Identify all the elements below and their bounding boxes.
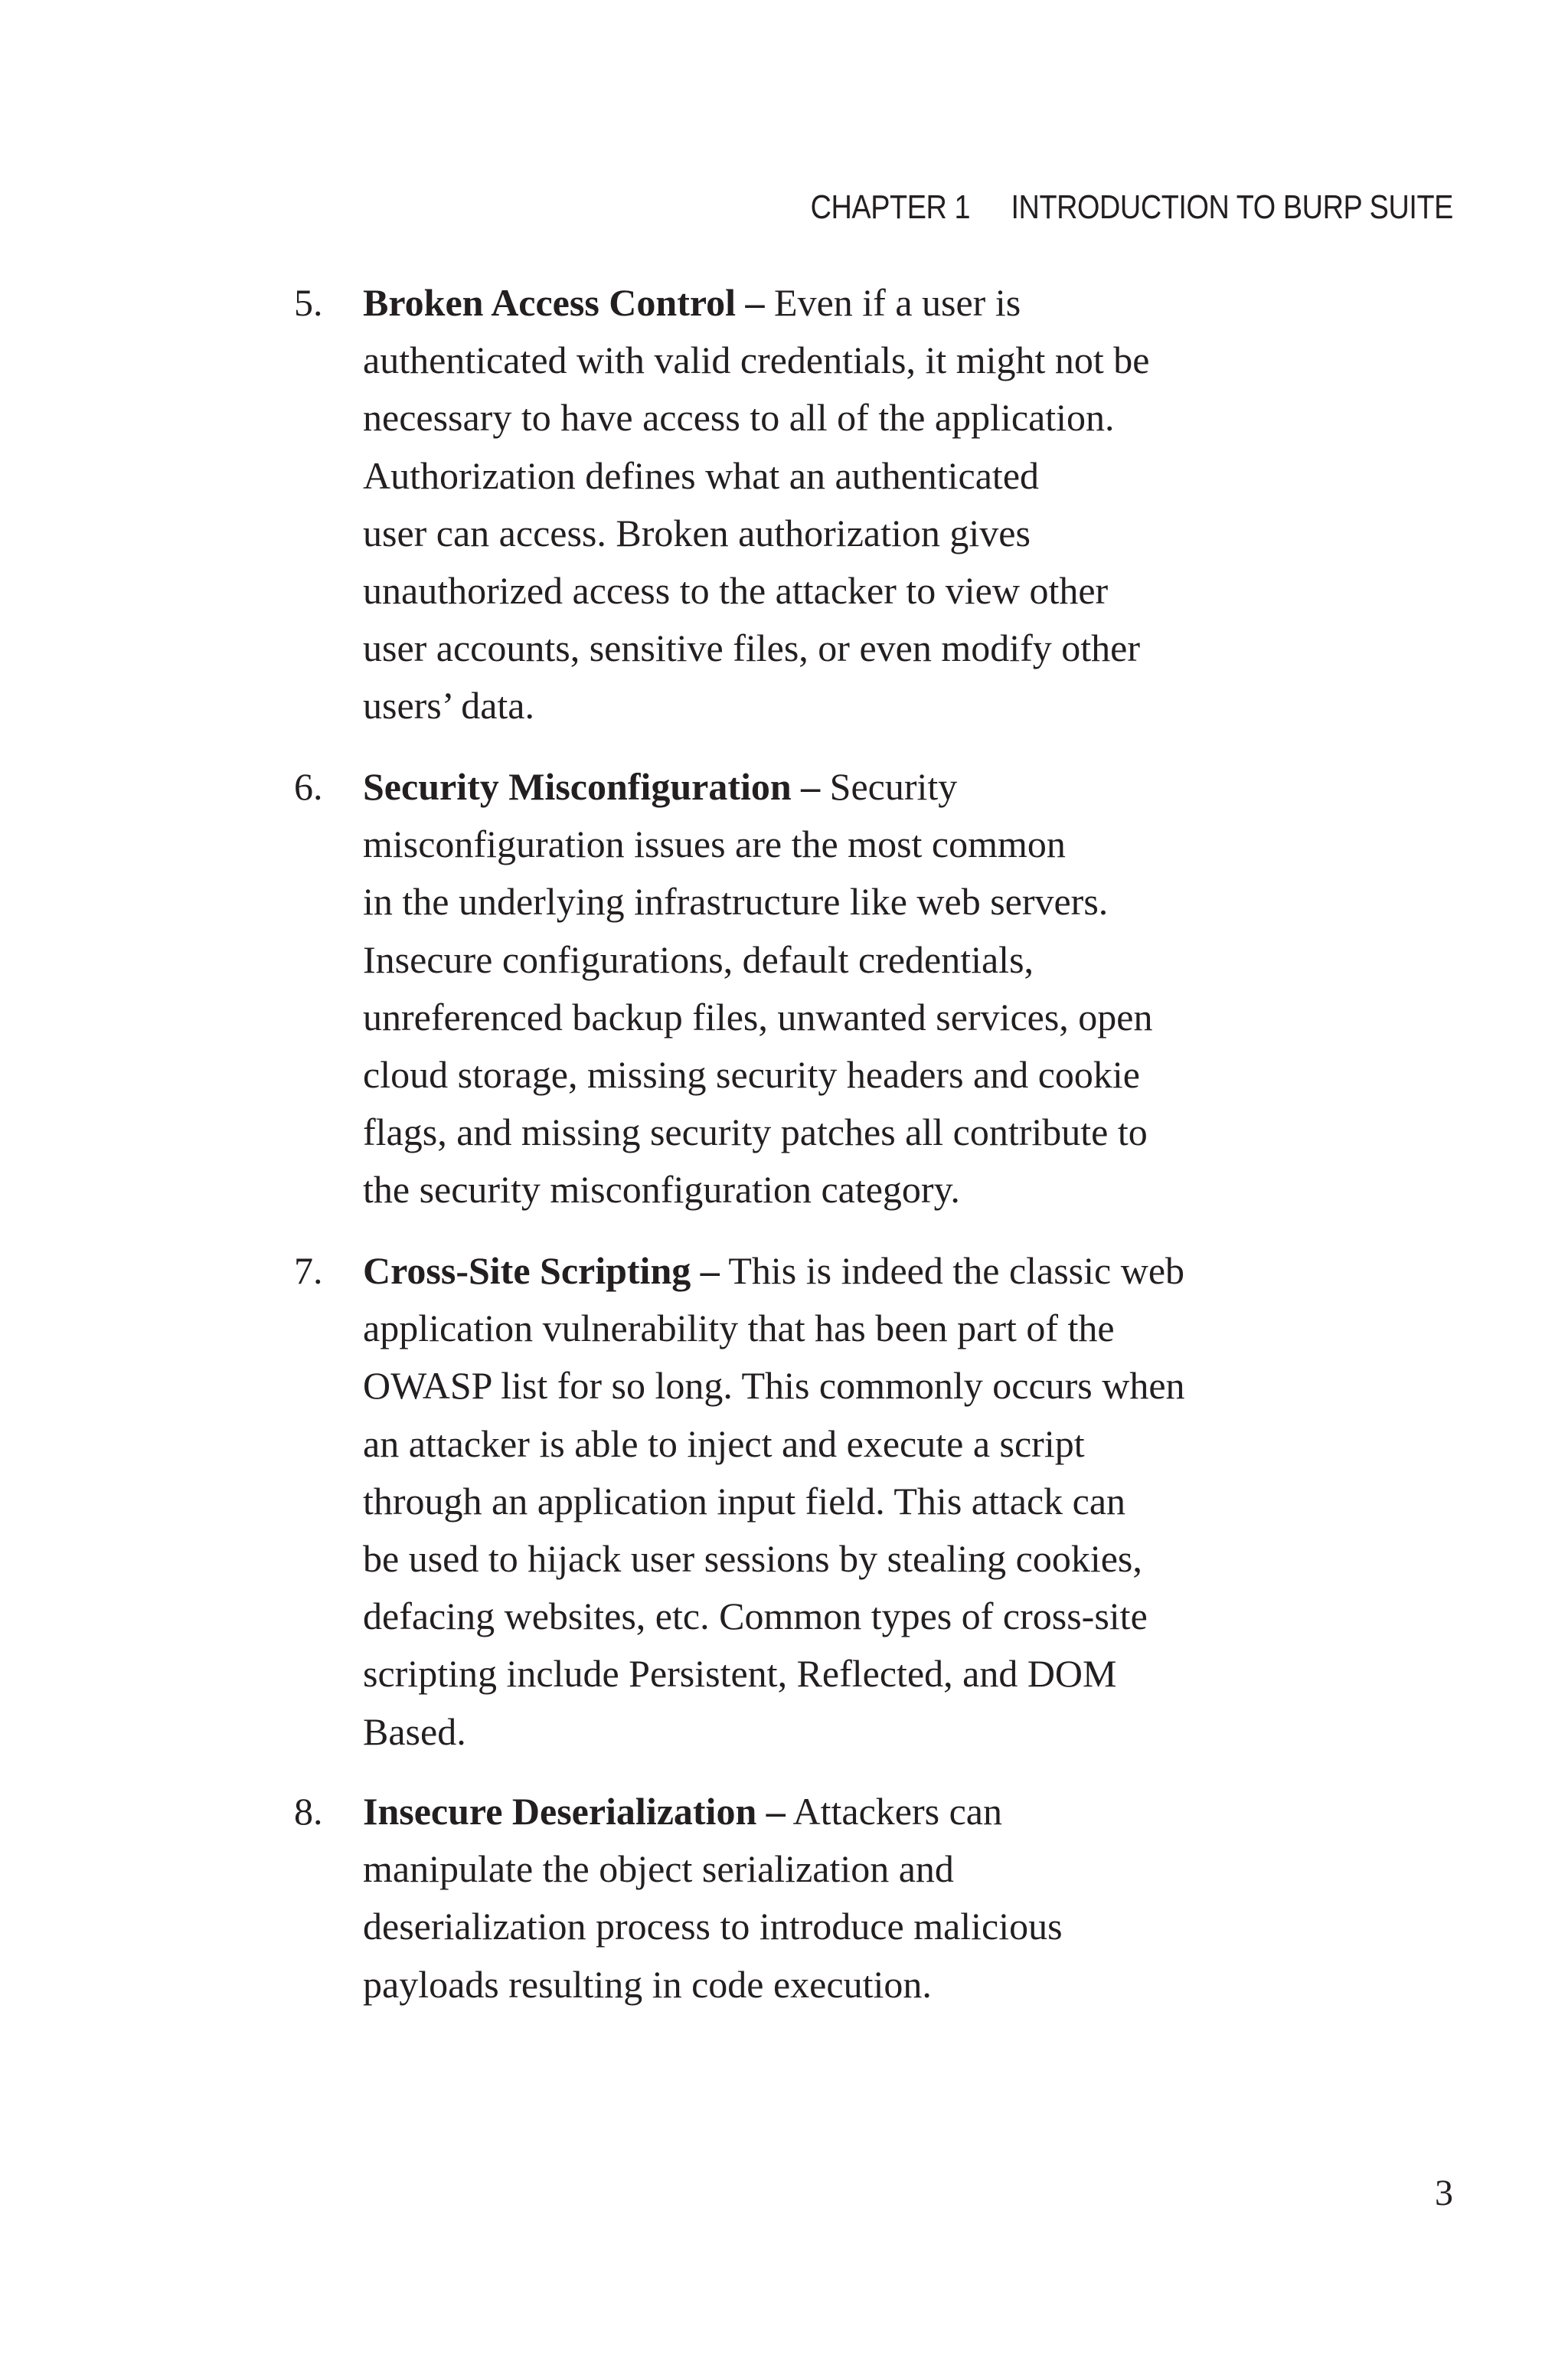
list-item-body: This is indeed the classic web: [719, 1249, 1185, 1292]
text-line: [363, 989, 1282, 1046]
text-line: [363, 562, 1282, 620]
list-item-body: unreferenced backup files, unwanted services, open: [363, 995, 1153, 1039]
text-line: [363, 505, 1282, 562]
text-line: [363, 1530, 1282, 1588]
list-item-body: Based.: [363, 1709, 466, 1753]
text-line: [363, 1046, 1282, 1104]
running-head: [811, 188, 1453, 227]
list-item-body: Security: [820, 765, 958, 808]
list-item-body: Attackers can: [785, 1790, 1002, 1833]
text-line: [363, 1415, 1282, 1473]
list-item-body: an attacker is able to inject and execute a script: [363, 1421, 1085, 1465]
text-line: [363, 447, 1282, 505]
list-item-text: [363, 1242, 1282, 1761]
text-line: [363, 620, 1282, 677]
list-item-body: application vulnerability that has been part of the: [363, 1307, 1115, 1350]
list-item-text: [363, 758, 1282, 1219]
text-line: [363, 931, 1282, 989]
text-line: [363, 274, 1282, 332]
text-line: [363, 1956, 1282, 2013]
list-item-body: flags, and missing security patches all contribute to: [363, 1110, 1148, 1154]
list-item-body: Even if a user is: [764, 281, 1021, 324]
list-item-body: necessary to have access to all of the application.: [363, 396, 1115, 440]
text-line: [363, 1588, 1282, 1645]
list-item-body: Insecure configurations, default credentials,: [363, 937, 1034, 981]
text-line: [363, 677, 1282, 734]
list-item-body: user accounts, sensitive files, or even modify other: [363, 626, 1140, 670]
list-item-term: Insecure Deserialization –: [363, 1790, 786, 1833]
text-line: [363, 389, 1282, 446]
list-item-body: defacing websites, etc. Common types of cross-site: [363, 1595, 1148, 1638]
text-line: [363, 1898, 1282, 1955]
list-item-number: 8.: [294, 1790, 323, 1833]
list-item-body: unauthorized access to the attacker to view other: [363, 568, 1109, 612]
page-number: 3: [1435, 2173, 1453, 2213]
list-item-body: in the underlying infrastructure like web servers.: [363, 880, 1109, 924]
text-line: [363, 873, 1282, 931]
list-item-text: [363, 1783, 1282, 2013]
running-head-title: INTRODUCTION TO BURP SUITE: [1011, 188, 1453, 226]
list-item-body: OWASP list for so long. This commonly occurs when: [363, 1364, 1185, 1408]
text-line: [363, 1300, 1282, 1357]
list-item-number: 7.: [294, 1249, 323, 1292]
list-item-term: Broken Access Control –: [363, 281, 765, 324]
list-item-body: misconfiguration issues are the most common: [363, 823, 1066, 866]
text-line: [363, 1783, 1282, 1840]
list-item-body: manipulate the object serialization and: [363, 1847, 954, 1891]
list-item-term: Security Misconfiguration –: [363, 765, 821, 808]
running-head-chapter: CHAPTER 1: [810, 188, 971, 226]
list-item-body: scripting include Persistent, Reflected, and DOM: [363, 1652, 1117, 1696]
list-item-body: through an application input field. This attack can: [363, 1479, 1126, 1523]
list-item-number: 5.: [294, 281, 323, 324]
list-item-body: user can access. Broken authorization gives: [363, 511, 1031, 554]
list-item-body: deserialization process to introduce malicious: [363, 1905, 1063, 1948]
list-item-body: payloads resulting in code execution.: [363, 1962, 932, 2006]
list-item-body: users’ data.: [363, 684, 534, 728]
list-item-number: 6.: [294, 765, 323, 808]
text-line: [363, 816, 1282, 873]
list-item-term: Cross-Site Scripting –: [363, 1249, 720, 1292]
text-line: [363, 1161, 1282, 1218]
list-item-body: the security misconfiguration category.: [363, 1168, 960, 1212]
text-line: [363, 1703, 1282, 1761]
text-line: [363, 1242, 1282, 1300]
text-line: [363, 1473, 1282, 1530]
list-item-text: [363, 274, 1282, 735]
list-item-body: cloud storage, missing security headers and cookie: [363, 1052, 1140, 1096]
text-line: [363, 1357, 1282, 1415]
list-item-body: Authorization defines what an authenticated: [363, 453, 1040, 497]
text-line: [363, 332, 1282, 389]
text-line: [363, 1840, 1282, 1898]
text-line: [363, 1645, 1282, 1703]
list-item-body: authenticated with valid credentials, it might not be: [363, 339, 1150, 382]
text-line: [363, 1104, 1282, 1161]
list-item-body: be used to hijack user sessions by stealing cookies,: [363, 1536, 1142, 1580]
text-line: [363, 758, 1282, 816]
